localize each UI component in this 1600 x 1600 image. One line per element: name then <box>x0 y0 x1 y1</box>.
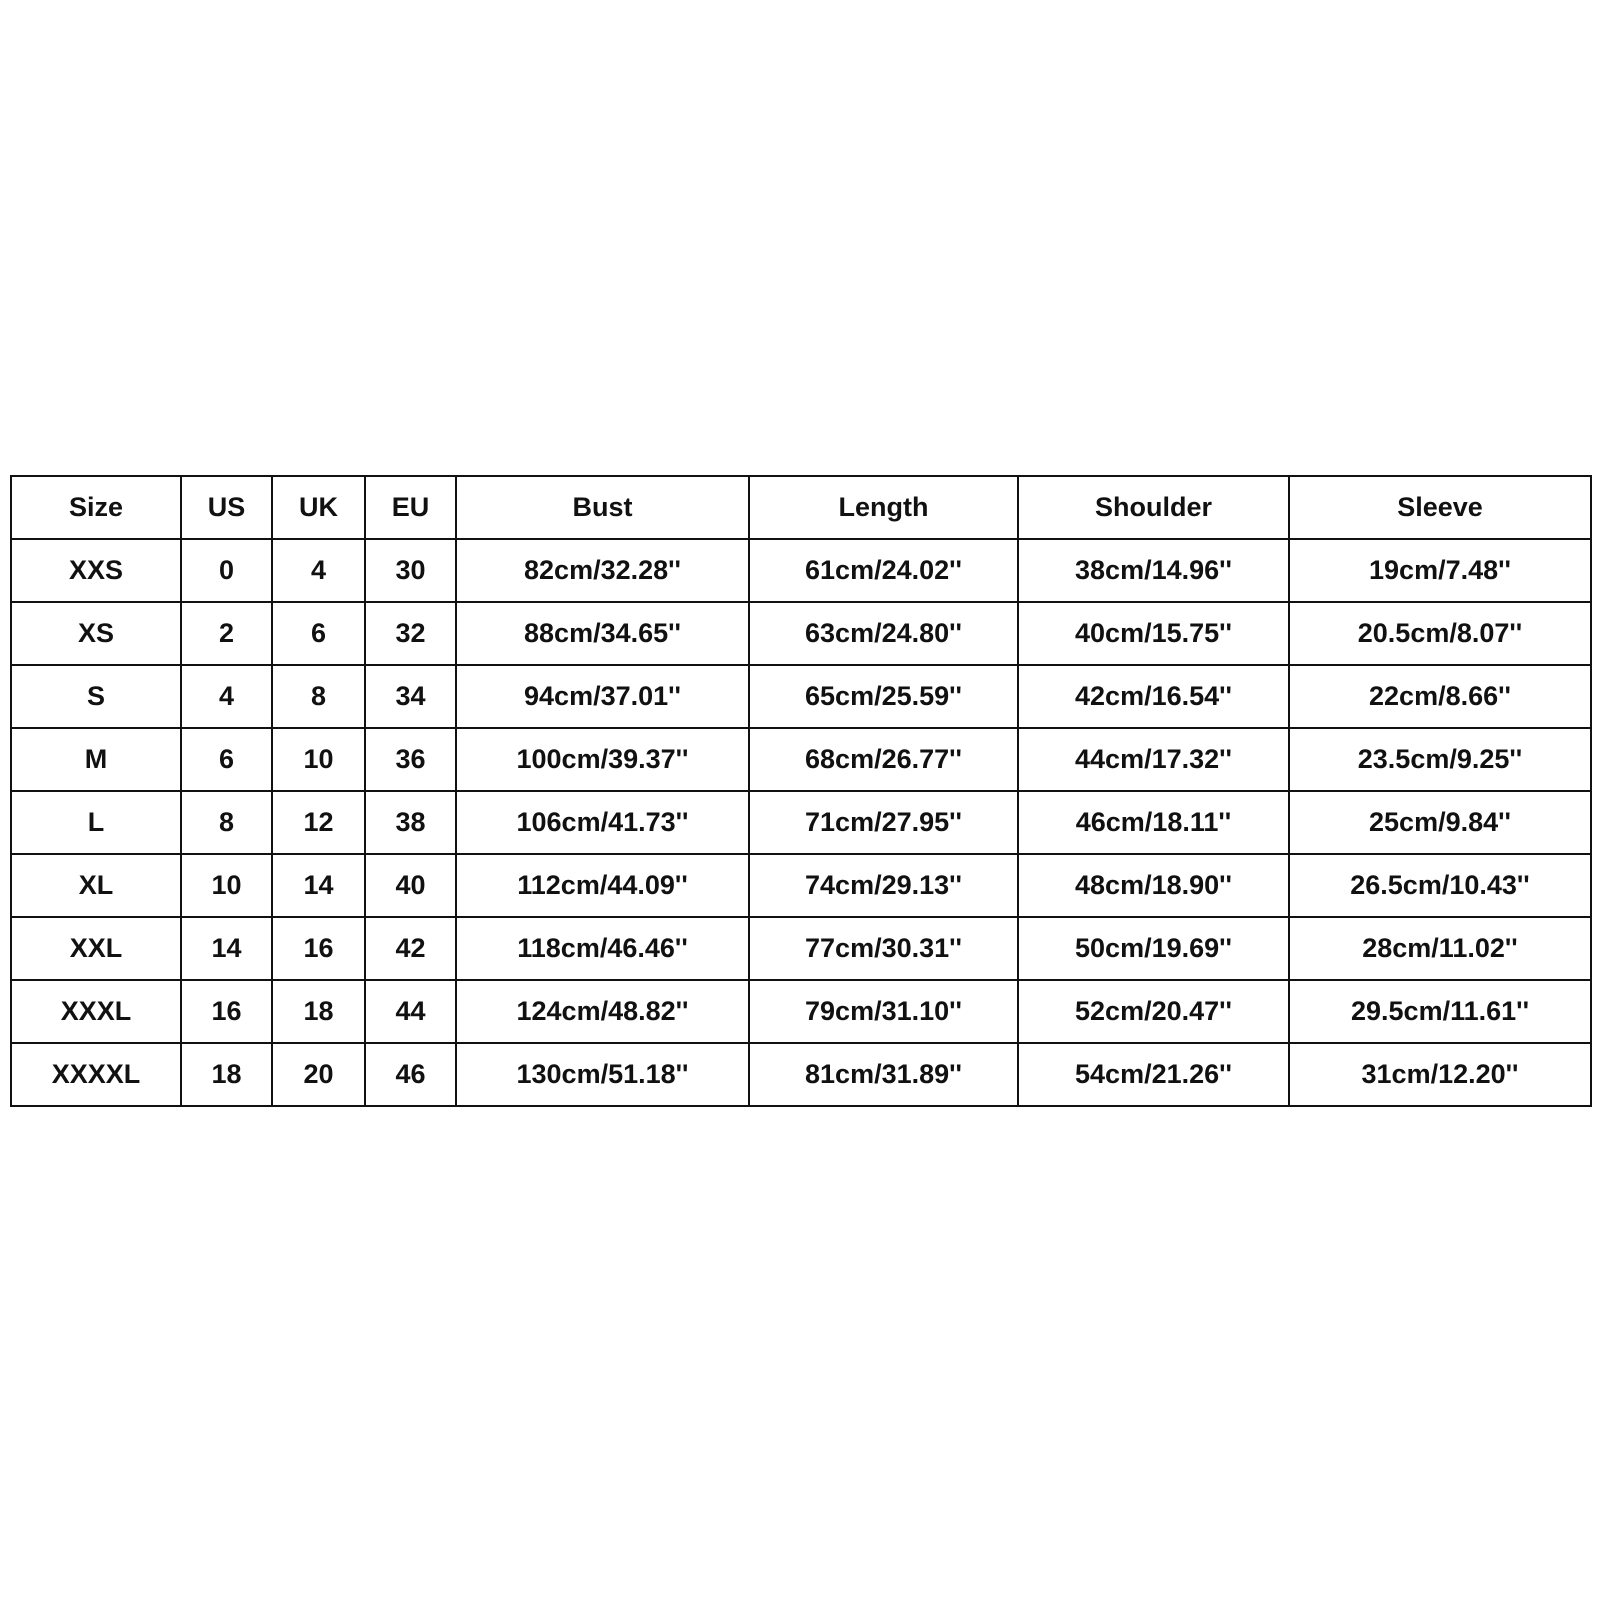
cell-size: XXL <box>11 917 181 980</box>
cell-eu: 32 <box>365 602 456 665</box>
header-bust: Bust <box>456 476 749 539</box>
cell-eu: 34 <box>365 665 456 728</box>
cell-sleeve: 29.5cm/11.61'' <box>1289 980 1591 1043</box>
table-row <box>11 602 1591 665</box>
table-row <box>11 917 1591 980</box>
cell-bust: 94cm/37.01'' <box>456 665 749 728</box>
cell-length: 71cm/27.95'' <box>749 791 1018 854</box>
cell-us: 18 <box>181 1043 272 1106</box>
cell-sleeve: 20.5cm/8.07'' <box>1289 602 1591 665</box>
cell-bust: 88cm/34.65'' <box>456 602 749 665</box>
cell-sleeve: 28cm/11.02'' <box>1289 917 1591 980</box>
cell-length: 79cm/31.10'' <box>749 980 1018 1043</box>
cell-shoulder: 42cm/16.54'' <box>1018 665 1289 728</box>
cell-sleeve: 25cm/9.84'' <box>1289 791 1591 854</box>
cell-us: 0 <box>181 539 272 602</box>
cell-shoulder: 50cm/19.69'' <box>1018 917 1289 980</box>
cell-uk: 14 <box>272 854 365 917</box>
cell-size: XXS <box>11 539 181 602</box>
cell-shoulder: 46cm/18.11'' <box>1018 791 1289 854</box>
cell-uk: 20 <box>272 1043 365 1106</box>
cell-length: 74cm/29.13'' <box>749 854 1018 917</box>
cell-us: 4 <box>181 665 272 728</box>
table-row <box>11 791 1591 854</box>
cell-us: 14 <box>181 917 272 980</box>
cell-uk: 6 <box>272 602 365 665</box>
cell-us: 10 <box>181 854 272 917</box>
cell-bust: 130cm/51.18'' <box>456 1043 749 1106</box>
cell-sleeve: 22cm/8.66'' <box>1289 665 1591 728</box>
header-row <box>11 476 1591 539</box>
cell-eu: 30 <box>365 539 456 602</box>
table-row <box>11 539 1591 602</box>
cell-bust: 112cm/44.09'' <box>456 854 749 917</box>
cell-size: L <box>11 791 181 854</box>
cell-eu: 40 <box>365 854 456 917</box>
cell-size: XS <box>11 602 181 665</box>
cell-uk: 18 <box>272 980 365 1043</box>
cell-bust: 82cm/32.28'' <box>456 539 749 602</box>
header-shoulder: Shoulder <box>1018 476 1289 539</box>
table-row <box>11 665 1591 728</box>
table-row <box>11 1043 1591 1106</box>
cell-us: 8 <box>181 791 272 854</box>
cell-sleeve: 26.5cm/10.43'' <box>1289 854 1591 917</box>
cell-shoulder: 54cm/21.26'' <box>1018 1043 1289 1106</box>
cell-length: 68cm/26.77'' <box>749 728 1018 791</box>
cell-bust: 118cm/46.46'' <box>456 917 749 980</box>
cell-length: 81cm/31.89'' <box>749 1043 1018 1106</box>
cell-sleeve: 19cm/7.48'' <box>1289 539 1591 602</box>
cell-eu: 36 <box>365 728 456 791</box>
header-us: US <box>181 476 272 539</box>
cell-shoulder: 48cm/18.90'' <box>1018 854 1289 917</box>
cell-uk: 10 <box>272 728 365 791</box>
cell-bust: 106cm/41.73'' <box>456 791 749 854</box>
cell-uk: 12 <box>272 791 365 854</box>
cell-length: 63cm/24.80'' <box>749 602 1018 665</box>
header-length: Length <box>749 476 1018 539</box>
cell-shoulder: 52cm/20.47'' <box>1018 980 1289 1043</box>
cell-shoulder: 38cm/14.96'' <box>1018 539 1289 602</box>
cell-sleeve: 23.5cm/9.25'' <box>1289 728 1591 791</box>
cell-eu: 44 <box>365 980 456 1043</box>
cell-uk: 8 <box>272 665 365 728</box>
cell-uk: 4 <box>272 539 365 602</box>
cell-bust: 124cm/48.82'' <box>456 980 749 1043</box>
cell-size: XXXL <box>11 980 181 1043</box>
cell-eu: 46 <box>365 1043 456 1106</box>
header-eu: EU <box>365 476 456 539</box>
cell-size: M <box>11 728 181 791</box>
header-sleeve: Sleeve <box>1289 476 1591 539</box>
cell-bust: 100cm/39.37'' <box>456 728 749 791</box>
cell-shoulder: 40cm/15.75'' <box>1018 602 1289 665</box>
cell-uk: 16 <box>272 917 365 980</box>
cell-us: 6 <box>181 728 272 791</box>
cell-length: 65cm/25.59'' <box>749 665 1018 728</box>
cell-length: 77cm/30.31'' <box>749 917 1018 980</box>
cell-size: XL <box>11 854 181 917</box>
cell-length: 61cm/24.02'' <box>749 539 1018 602</box>
header-size: Size <box>11 476 181 539</box>
size-chart-table <box>10 475 1592 1107</box>
cell-eu: 38 <box>365 791 456 854</box>
cell-eu: 42 <box>365 917 456 980</box>
table-row <box>11 980 1591 1043</box>
cell-size: XXXXL <box>11 1043 181 1106</box>
table-row <box>11 854 1591 917</box>
cell-size: S <box>11 665 181 728</box>
header-uk: UK <box>272 476 365 539</box>
cell-shoulder: 44cm/17.32'' <box>1018 728 1289 791</box>
table-row <box>11 728 1591 791</box>
cell-sleeve: 31cm/12.20'' <box>1289 1043 1591 1106</box>
cell-us: 2 <box>181 602 272 665</box>
cell-us: 16 <box>181 980 272 1043</box>
